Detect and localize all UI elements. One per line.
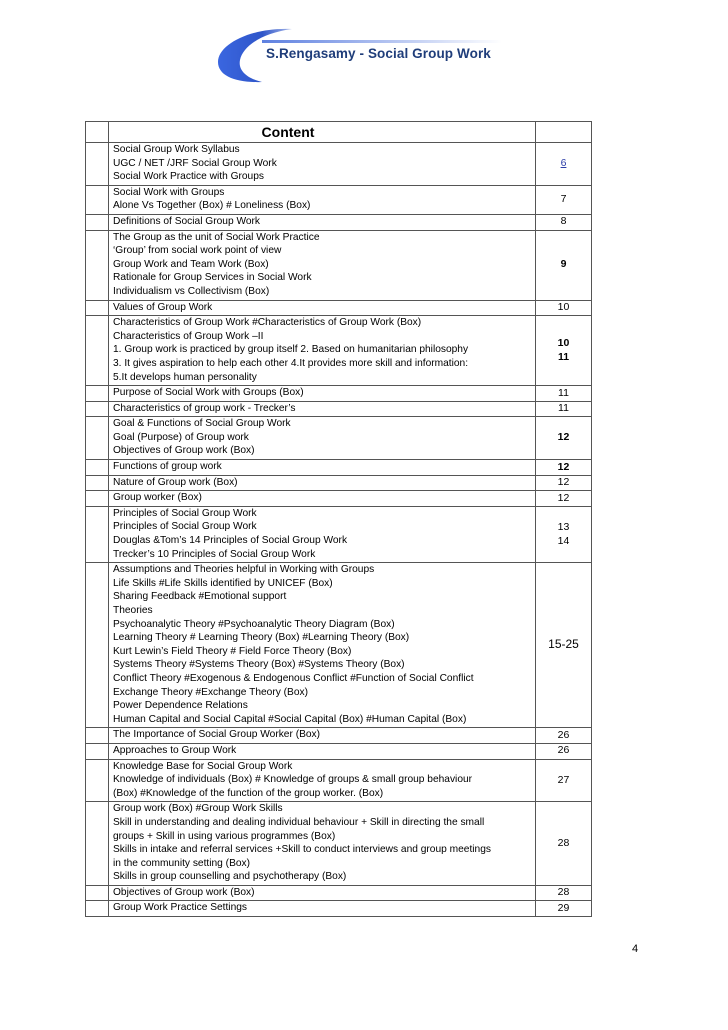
- toc-page-cell: [536, 386, 592, 402]
- gutter-cell: [86, 122, 109, 143]
- toc-entry-line: Knowledge Base for Social Group Work: [113, 760, 293, 772]
- toc-row: [86, 460, 592, 476]
- toc-page-number: 27: [557, 773, 570, 786]
- toc-entry-line: Learning Theory # Learning Theory (Box) #Learning Theory (Box): [113, 632, 410, 644]
- toc-row: [86, 143, 592, 186]
- toc-entry-line: Systems Theory #Systems Theory (Box) #Systems Theory (Box): [113, 659, 405, 671]
- gutter-cell: [86, 506, 109, 562]
- gutter-cell: [86, 230, 109, 300]
- toc-entry-line: UGC / NET /JRF Social Group Work: [113, 157, 277, 169]
- toc-entry-cell: [109, 885, 536, 901]
- toc-entry-line: Kurt Lewin’s Field Theory # Field Force Theory (Box): [113, 645, 352, 657]
- page-header: [0, 0, 728, 90]
- toc-entry-cell: [109, 491, 536, 507]
- toc-page-cell: [536, 759, 592, 802]
- toc-page-number: 26: [557, 744, 570, 757]
- page-number: 4: [632, 943, 639, 955]
- toc-entry-cell: [109, 214, 536, 230]
- toc-entry-line: Conflict Theory #Exogenous & Endogenous Conflict #Function of Social Conflict: [113, 672, 474, 684]
- toc-entry-line: Group work (Box) #Group Work Skills: [113, 803, 283, 815]
- toc-entry-cell: [109, 316, 536, 386]
- toc-entry-line: Individualism vs Collectivism (Box): [113, 285, 270, 297]
- toc-entry-line: Goal & Functions of Social Group Work: [113, 418, 291, 430]
- toc-page-cell: [536, 460, 592, 476]
- toc-entry-line: Principles of Social Group Work: [113, 521, 257, 533]
- toc-page-number: 15-25: [548, 637, 579, 652]
- gutter-cell: [86, 316, 109, 386]
- toc-entry-cell: [109, 185, 536, 214]
- toc-entry-line: Values of Group Work: [113, 301, 213, 313]
- toc-page-cell: [536, 743, 592, 759]
- toc-row: [86, 885, 592, 901]
- toc-entry-line: Assumptions and Theories helpful in Working with Groups: [113, 564, 375, 576]
- toc-page-cell: [536, 491, 592, 507]
- toc-page-number: 29: [557, 901, 570, 914]
- toc-page-number: 13: [557, 520, 570, 533]
- gutter-cell: [86, 728, 109, 744]
- toc-entry-cell: [109, 300, 536, 316]
- toc-entry-line: Nature of Group work (Box): [113, 476, 238, 488]
- toc-entry-line: Theories: [113, 605, 153, 616]
- toc-entry-line: Rationale for Group Services in Social Work: [113, 272, 312, 284]
- gutter-cell: [86, 401, 109, 417]
- toc-page-cell: [536, 901, 592, 917]
- toc-page-cell: [536, 316, 592, 386]
- toc-page-number: 10: [557, 337, 570, 350]
- toc-page-cell: [536, 300, 592, 316]
- toc-entry-line: The Group as the unit of Social Work Practice: [113, 231, 320, 243]
- toc-page-cell: [536, 185, 592, 214]
- toc-page-number: 10: [557, 301, 570, 314]
- toc-entry-line: Characteristics of Group Work –II: [113, 330, 264, 342]
- toc-row: [86, 759, 592, 802]
- toc-row: [86, 475, 592, 491]
- contents-header-row: [86, 122, 592, 143]
- toc-page-cell: [536, 885, 592, 901]
- gutter-cell: [86, 185, 109, 214]
- toc-entry-line: Exchange Theory #Exchange Theory (Box): [113, 686, 308, 698]
- toc-page-number: 14: [557, 534, 570, 547]
- toc-entry-cell: [109, 417, 536, 460]
- toc-entry-line: Objectives of Group work (Box): [113, 886, 255, 898]
- gutter-cell: [86, 300, 109, 316]
- toc-entry-line: Knowledge of individuals (Box) # Knowledge of groups & small group behaviour: [113, 774, 473, 786]
- toc-page-number: 7: [560, 193, 567, 206]
- toc-row: [86, 563, 592, 728]
- toc-entry-line: Alone Vs Together (Box) # Loneliness (Box): [113, 200, 311, 212]
- toc-entry-line: Characteristics of Group Work #Characteristics of Group Work (Box): [113, 317, 422, 329]
- toc-page-number: 9: [560, 258, 567, 271]
- toc-row: [86, 230, 592, 300]
- toc-row: [86, 300, 592, 316]
- toc-entry-line: Group Work and Team Work (Box): [113, 258, 269, 270]
- toc-entry-line: Trecker’s 10 Principles of Social Group Work: [113, 548, 316, 560]
- toc-page-number: 11: [557, 350, 570, 363]
- toc-entry-cell: [109, 563, 536, 728]
- toc-row: [86, 901, 592, 917]
- toc-page-cell: [536, 417, 592, 460]
- toc-entry-cell: [109, 401, 536, 417]
- toc-entry-cell: [109, 386, 536, 402]
- toc-entry-cell: [109, 728, 536, 744]
- toc-entry-line: Functions of group work: [113, 461, 222, 473]
- toc-entry-line: Principles of Social Group Work: [113, 507, 257, 519]
- toc-row: [86, 401, 592, 417]
- toc-entry-line: Approaches to Group Work: [113, 744, 237, 756]
- toc-page-cell[interactable]: [536, 143, 592, 186]
- toc-page-cell: [536, 230, 592, 300]
- gutter-cell: [86, 901, 109, 917]
- toc-entry-line: Objectives of Group work (Box): [113, 445, 255, 457]
- gutter-cell: [86, 743, 109, 759]
- toc-entry-line: Group worker (Box): [113, 492, 202, 504]
- gutter-cell: [86, 802, 109, 886]
- toc-row: [86, 417, 592, 460]
- contents-table: [85, 121, 592, 917]
- toc-row: [86, 491, 592, 507]
- toc-entry-line: groups + Skill in using various programmes (Box): [113, 830, 336, 842]
- toc-page-link[interactable]: 6: [560, 157, 567, 170]
- toc-entry-line: Social Group Work Syllabus: [113, 144, 240, 155]
- gutter-cell: [86, 759, 109, 802]
- gutter-cell: [86, 460, 109, 476]
- toc-entry-line: Skills in group counselling and psychotherapy (Box): [113, 871, 347, 883]
- toc-page-cell: [536, 475, 592, 491]
- toc-entry-cell: [109, 475, 536, 491]
- toc-page-number: 11: [558, 402, 569, 415]
- contents-heading: Content: [261, 124, 315, 140]
- toc-row: [86, 185, 592, 214]
- toc-entry-line: ‘Group’ from social work point of view: [113, 245, 282, 257]
- toc-page-number: 12: [557, 460, 570, 473]
- gutter-cell: [86, 491, 109, 507]
- toc-entry-line: 5.It develops human personality: [113, 371, 257, 383]
- toc-entry-line: Sharing Feedback #Emotional support: [113, 591, 287, 603]
- gutter-cell: [86, 563, 109, 728]
- gutter-cell: [86, 214, 109, 230]
- toc-entry-cell: [109, 802, 536, 886]
- toc-page-number: 28: [557, 886, 570, 899]
- toc-entry-line: Skill in understanding and dealing individual behaviour + Skill in directing the small: [113, 816, 485, 828]
- toc-entry-line: Purpose of Social Work with Groups (Box): [113, 387, 304, 399]
- toc-page-number: 28: [557, 836, 570, 849]
- toc-row: [86, 316, 592, 386]
- toc-row: [86, 728, 592, 744]
- toc-entry-cell: [109, 460, 536, 476]
- toc-page-number: 12: [557, 431, 570, 444]
- gutter-cell: [86, 386, 109, 402]
- toc-entry-cell: [109, 901, 536, 917]
- toc-entry-line: Human Capital and Social Capital #Social Capital (Box) #Human Capital (Box): [113, 713, 467, 725]
- page-header-cell: [536, 122, 592, 143]
- header-title: S.Rengasamy - Social Group Work: [266, 46, 491, 61]
- toc-entry-line: Characteristics of group work - Trecker’s: [113, 402, 296, 414]
- toc-page-cell: [536, 214, 592, 230]
- toc-page-number: 11: [558, 386, 569, 399]
- toc-entry-line: Power Dependence Relations: [113, 700, 248, 712]
- toc-row: [86, 802, 592, 886]
- toc-entry-cell: [109, 759, 536, 802]
- toc-entry-line: Douglas &Tom’s 14 Principles of Social Group Work: [113, 535, 348, 547]
- toc-entry-line: 3. It gives aspiration to help each other 4.It provides more skill and information:: [113, 357, 469, 369]
- toc-entry-line: Skills in intake and referral services +Skill to conduct interviews and group meetings: [113, 844, 491, 856]
- toc-page-number: 26: [557, 728, 570, 741]
- toc-page-cell: [536, 401, 592, 417]
- toc-entry-cell: [109, 743, 536, 759]
- toc-page-number: 12: [557, 476, 570, 489]
- toc-entry-line: Definitions of Social Group Work: [113, 215, 261, 227]
- gutter-cell: [86, 885, 109, 901]
- gutter-cell: [86, 475, 109, 491]
- toc-entry-cell: [109, 143, 536, 186]
- toc-page-cell: [536, 563, 592, 728]
- toc-entry-line: Psychoanalytic Theory #Psychoanalytic Theory Diagram (Box): [113, 618, 395, 630]
- toc-page-cell: [536, 728, 592, 744]
- toc-row: [86, 506, 592, 562]
- toc-page-cell: [536, 506, 592, 562]
- toc-entry-line: Social Work Practice with Groups: [113, 171, 264, 183]
- toc-page-cell: [536, 802, 592, 886]
- toc-row: [86, 386, 592, 402]
- toc-page-number: 8: [560, 215, 567, 228]
- toc-page-number: 12: [557, 491, 570, 504]
- toc-entry-line: Goal (Purpose) of Group work: [113, 431, 249, 443]
- toc-entry-line: Life Skills #Life Skills identified by UNICEF (Box): [113, 577, 333, 589]
- toc-entry-line: Group Work Practice Settings: [113, 902, 247, 914]
- gutter-cell: [86, 143, 109, 186]
- toc-entry-cell: [109, 230, 536, 300]
- toc-entry-cell: [109, 506, 536, 562]
- toc-entry-line: Social Work with Groups: [113, 186, 225, 198]
- toc-entry-line: (Box) #Knowledge of the function of the group worker. (Box): [113, 787, 384, 799]
- gutter-cell: [86, 417, 109, 460]
- toc-entry-line: 1. Group work is practiced by group itself 2. Based on humanitarian philosophy: [113, 344, 469, 356]
- toc-row: [86, 214, 592, 230]
- toc-entry-line: in the community setting (Box): [113, 857, 251, 869]
- contents-heading-cell: [109, 122, 536, 143]
- header-logo-swoosh-icon: [0, 0, 728, 90]
- toc-entry-line: The Importance of Social Group Worker (Box): [113, 729, 321, 741]
- toc-row: [86, 743, 592, 759]
